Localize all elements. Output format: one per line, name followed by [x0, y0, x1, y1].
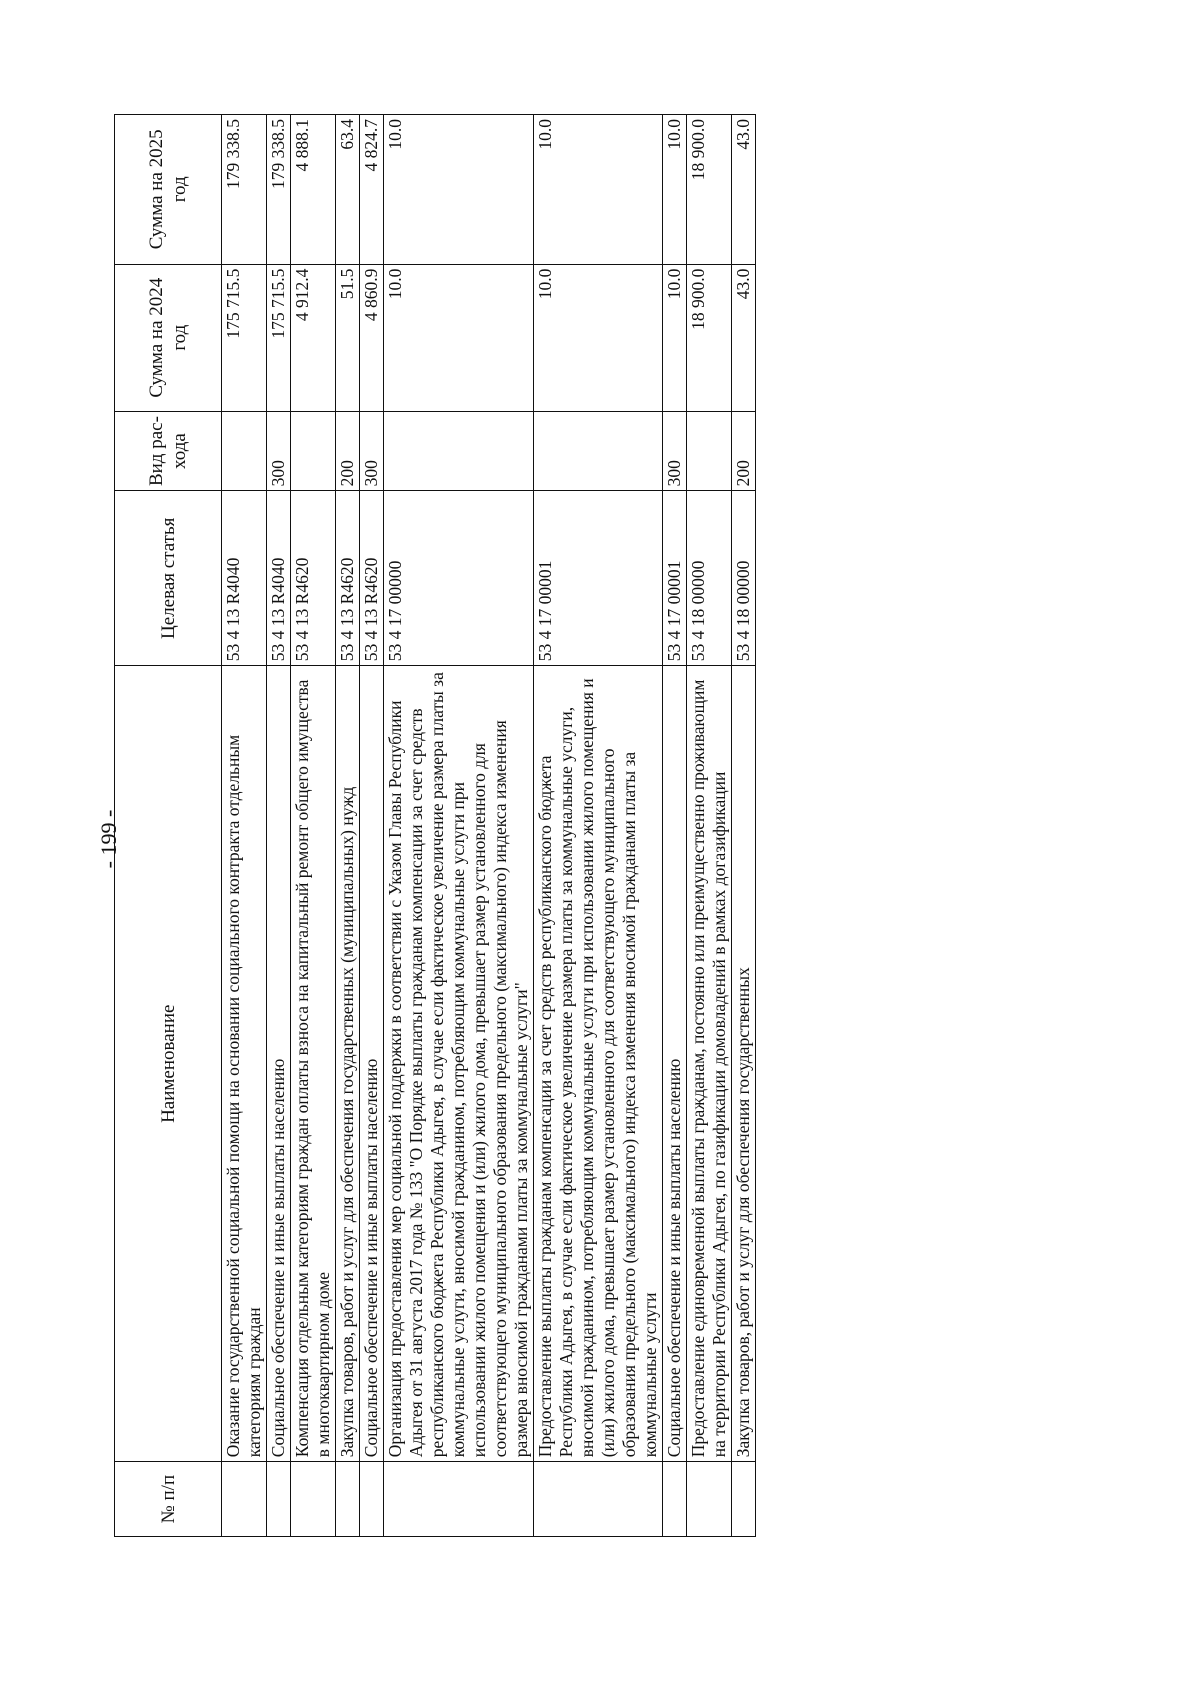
cell-num [663, 1462, 687, 1537]
table-row [534, 115, 663, 1537]
table-row [384, 115, 534, 1537]
cell-sum-2024: 10.0 [534, 264, 663, 411]
table-row [360, 115, 384, 1537]
cell-sum-2025: 10.0 [384, 115, 534, 265]
cell-type [384, 411, 534, 491]
cell-target: 53 4 17 00001 [663, 491, 687, 666]
cell-sum-2025: 63.4 [336, 115, 360, 265]
header-name: Наименование [115, 666, 222, 1462]
header-sum-2025: Сумма на 2025 год [115, 115, 222, 265]
cell-sum-2025: 4 824.7 [360, 115, 384, 265]
table-row [336, 115, 360, 1537]
cell-type [534, 411, 663, 491]
cell-sum-2025: 179 338.5 [222, 115, 267, 265]
table-row [267, 115, 291, 1537]
header-target: Целевая статья [115, 491, 222, 666]
cell-target: 53 4 17 00000 [384, 491, 534, 666]
table-row [291, 115, 336, 1537]
cell-target: 53 4 13 R4620 [336, 491, 360, 666]
cell-sum-2024: 18 900.0 [687, 264, 732, 411]
table-header-row [115, 115, 222, 1537]
cell-sum-2024: 175 715.5 [267, 264, 291, 411]
header-num: № п/п [115, 1462, 222, 1537]
cell-num [687, 1462, 732, 1537]
cell-sum-2025: 43.0 [732, 115, 756, 265]
cell-sum-2025: 10.0 [534, 115, 663, 265]
header-type: Вид рас- хода [115, 411, 222, 491]
cell-name: Предоставление единовременной выплаты гражданам, постоянно или преимущественно проживающим на территории Республики Адыгея, по газификации домовладений в рамках догазификации [687, 666, 732, 1462]
cell-name: Организация предоставления мер социальной поддержки в соответствии с Указом Главы Республики Адыгея от 31 августа 2017 года № 133 "О Порядке выплаты гражданам компенсации за счет средств республиканского бюджета Республики Адыгея, в случае если фактическое увеличение размера платы за коммунальные услуги, вносимой гражданином, потребляющим коммунальные услуги при использовании жилого помещения и (или) жилого дома, превышает размер установленного для соответствующего муниципального образования предельного (максимального) индекса изменения размера вносимой гражданами платы за коммунальные услуги" [384, 666, 534, 1462]
cell-type: 300 [267, 411, 291, 491]
cell-target: 53 4 18 00000 [732, 491, 756, 666]
cell-name: Закупка товаров, работ и услуг для обеспечения государственных [732, 666, 756, 1462]
cell-type [291, 411, 336, 491]
cell-num [336, 1462, 360, 1537]
cell-sum-2024: 10.0 [384, 264, 534, 411]
cell-num [267, 1462, 291, 1537]
table-wrapper [114, 114, 756, 1537]
cell-type: 300 [360, 411, 384, 491]
cell-num [384, 1462, 534, 1537]
budget-table [114, 114, 756, 1537]
header-sum-2024: Сумма на 2024 год [115, 264, 222, 411]
cell-target: 53 4 13 R4620 [291, 491, 336, 666]
cell-target: 53 4 18 00000 [687, 491, 732, 666]
cell-name: Социальное обеспечение и иные выплаты населению [663, 666, 687, 1462]
cell-sum-2025: 179 338.5 [267, 115, 291, 265]
cell-sum-2024: 10.0 [663, 264, 687, 411]
cell-sum-2025: 4 888.1 [291, 115, 336, 265]
cell-type: 300 [663, 411, 687, 491]
cell-type [687, 411, 732, 491]
table-row [663, 115, 687, 1537]
cell-name: Компенсация отдельным категориям граждан оплаты взноса на капитальный ремонт общего имущества в многоквартирном доме [291, 666, 336, 1462]
cell-num [534, 1462, 663, 1537]
cell-type: 200 [336, 411, 360, 491]
cell-sum-2024: 51.5 [336, 264, 360, 411]
cell-sum-2025: 10.0 [663, 115, 687, 265]
cell-sum-2024: 4 912.4 [291, 264, 336, 411]
table-row [732, 115, 756, 1537]
cell-name: Социальное обеспечение и иные выплаты населению [267, 666, 291, 1462]
cell-sum-2024: 4 860.9 [360, 264, 384, 411]
page-number: - 199 - [96, 809, 121, 869]
cell-name: Оказание государственной социальной помощи на основании социального контракта отдельным категориям граждан [222, 666, 267, 1462]
cell-name: Предоставление выплаты гражданам компенсации за счет средств республиканского бюджета Республики Адыгея, в случае если фактическое увеличение размера платы за коммунальные услуги, вносимой гражданином, потребляющим коммунальные услуги при использовании жилого помещения и (или) жилого дома, превышает размер установленного для соответствующего муниципального образования предельного (максимального) индекса изменения вносимой гражданами платы за коммунальные услуги [534, 666, 663, 1462]
cell-num [222, 1462, 267, 1537]
cell-type [222, 411, 267, 491]
cell-target: 53 4 13 R4040 [267, 491, 291, 666]
cell-num [291, 1462, 336, 1537]
cell-type: 200 [732, 411, 756, 491]
cell-name: Социальное обеспечение и иные выплаты населению [360, 666, 384, 1462]
cell-sum-2024: 43.0 [732, 264, 756, 411]
table-row [687, 115, 732, 1537]
cell-target: 53 4 13 R4620 [360, 491, 384, 666]
cell-sum-2025: 18 900.0 [687, 115, 732, 265]
cell-target: 53 4 13 R4040 [222, 491, 267, 666]
cell-name: Закупка товаров, работ и услуг для обеспечения государственных (муниципальных) нужд [336, 666, 360, 1462]
cell-target: 53 4 17 00001 [534, 491, 663, 666]
cell-num [732, 1462, 756, 1537]
cell-num [360, 1462, 384, 1537]
table-row [222, 115, 267, 1537]
cell-sum-2024: 175 715.5 [222, 264, 267, 411]
